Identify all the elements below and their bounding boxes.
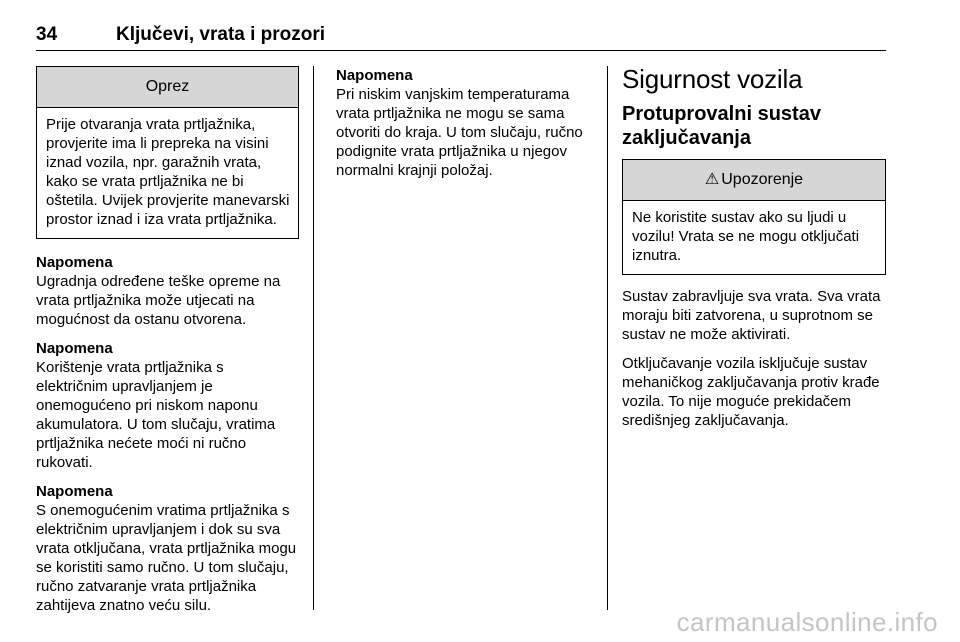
caution-box-text: Prije otvaranja vrata prtljažnika, provjerite ima li prepreka na visini iznad vozila, npr. garažnih vrata, kako se vrata prtljažnika ne bi oštetila. Uvijek provjerite manevarski prostor iznad i iza vrata prtljažnika. bbox=[46, 116, 290, 228]
section-title: Sigurnost vozila bbox=[622, 64, 803, 94]
caution-box bbox=[36, 66, 299, 239]
note-text: S onemogućenim vratima prtljažnika s električnim upravljanjem i dok su sva vrata otključana, vrata prtljažnika mogu se koristiti samo ručno. U tom slučaju, ručno zatvaranje vrata prtljažnika zahtijeva znatno veću silu. bbox=[36, 502, 297, 614]
note-3 bbox=[36, 482, 299, 615]
paragraph: Sustav zabravljuje sva vrata. Sva vrata moraju biti zatvorena, u suprotnom se sustav ne može aktivirati. bbox=[622, 288, 881, 343]
subsection-title: Protuprovalni sustav zaključavanja bbox=[622, 103, 821, 149]
note-title: Napomena bbox=[36, 254, 113, 271]
note-title: Napomena bbox=[36, 340, 113, 357]
note-1 bbox=[36, 253, 299, 329]
note-2 bbox=[36, 339, 299, 472]
note-text: Ugradnja određene teške opreme na vrata prtljažnika može utjecati na mogućnost da ostanu otvorena. bbox=[36, 273, 281, 328]
chapter-title: Ključevi, vrata i prozori bbox=[116, 24, 326, 45]
caution-box-title: Oprez bbox=[37, 67, 298, 108]
warning-triangle-icon: ⚠ bbox=[704, 171, 720, 188]
warning-box-title bbox=[623, 160, 885, 201]
page-number: 34 bbox=[36, 24, 58, 45]
note-4 bbox=[336, 66, 599, 180]
note-title: Napomena bbox=[36, 483, 113, 500]
note-text: Pri niskim vanjskim temperaturama vrata prtljažnika ne mogu se sama otvoriti do kraja. U tom slučaju, ručno podignite vrata prtljažnika u njegov normalni krajnji položaj. bbox=[336, 86, 583, 179]
column-divider bbox=[313, 66, 314, 610]
paragraph: Otključavanje vozila isključuje sustav mehaničkog zaključavanja protiv krađe vozila. To nije moguće prekidačem središnjeg zaključavanja. bbox=[622, 355, 880, 429]
column-right bbox=[622, 66, 886, 440]
warning-box bbox=[622, 159, 886, 275]
column-divider bbox=[607, 66, 608, 610]
note-text: Korištenje vrata prtljažnika s električnim upravljanjem je onemogućeno pri niskom naponu akumulatora. U tom slučaju, vratima prtljažnika nećete moći ni ručno rukovati. bbox=[36, 359, 276, 471]
warning-box-text: Ne koristite sustav ako su ljudi u vozilu! Vrata se ne mogu otključati iznutra. bbox=[632, 209, 860, 264]
note-title: Napomena bbox=[336, 67, 413, 84]
column-left bbox=[36, 66, 299, 625]
warning-label: Upozorenje bbox=[721, 171, 804, 188]
page-header bbox=[36, 24, 886, 51]
column-middle bbox=[336, 66, 599, 190]
watermark: carmanualsonline.info bbox=[676, 607, 938, 637]
